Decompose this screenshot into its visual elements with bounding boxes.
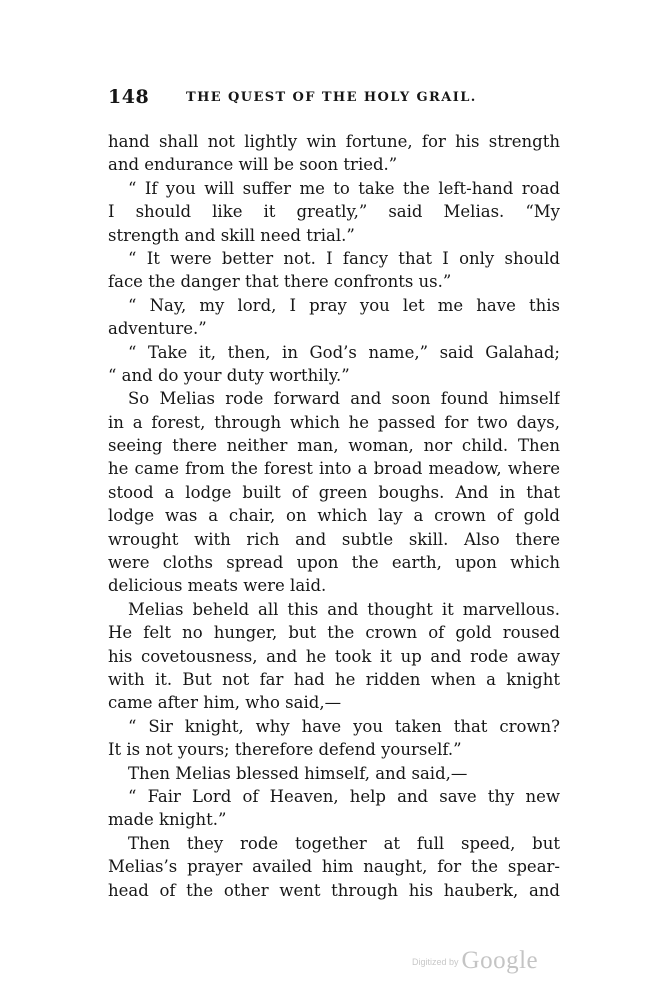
running-title: THE QUEST OF THE HOLY GRAIL.: [186, 90, 477, 105]
text-line: Melias beheld all this and thought it marvellous.: [128, 599, 560, 619]
text-line: Melias’s prayer availed him naught, for the spear-: [108, 857, 560, 877]
text-line: and endurance will be soon tried.”: [108, 155, 398, 175]
text-line: adventure.”: [108, 319, 207, 339]
text-line: stood a lodge built of green boughs. And in that: [108, 482, 560, 502]
text-line: hand shall not lightly win fortune, for his strength: [108, 132, 560, 151]
text-line: seeing there neither man, woman, nor child. Then: [108, 436, 560, 456]
text-line: So Melias rode forward and soon found himself: [128, 389, 560, 409]
text-line: “ If you will suffer me to take the left-hand road: [128, 178, 560, 198]
digitized-by-text: Digitized by: [412, 957, 459, 967]
text-line: his covetousness, and he took it up and rode away: [108, 646, 560, 666]
text-line: came after him, who said,—: [108, 693, 342, 713]
digitization-watermark: [412, 947, 538, 977]
text-line: with it. But not far had he ridden when a knight: [108, 669, 560, 689]
text-line: Then they rode together at full speed, but: [128, 833, 560, 853]
text-line: strength and skill need trial.”: [108, 225, 355, 245]
text-line: face the danger that there confronts us.”: [108, 272, 452, 292]
text-line: delicious meats were laid.: [108, 576, 327, 596]
text-line: he came from the forest into a broad meadow, where: [108, 459, 560, 479]
text-line: “ Take it, then, in God’s name,” said Galahad;: [128, 342, 560, 362]
body-text: [108, 130, 560, 902]
text-line: lodge was a chair, on which lay a crown of gold: [108, 506, 560, 526]
google-logo: Google: [461, 947, 539, 974]
text-line: “ and do your duty worthily.”: [108, 365, 350, 385]
text-line: Then Melias blessed himself, and said,—: [128, 763, 468, 783]
text-line: were cloths spread upon the earth, upon which: [108, 553, 560, 573]
text-line: wrought with rich and subtle skill. Also there: [108, 529, 560, 549]
text-line: made knight.”: [108, 810, 227, 830]
page-number: 148: [108, 86, 150, 108]
text-line: head of the other went through his hauberk, and: [108, 880, 560, 900]
text-line: It is not yours; therefore defend yourself.”: [108, 740, 462, 760]
text-line: He felt no hunger, but the crown of gold roused: [108, 623, 560, 643]
text-line: in a forest, through which he passed for two days,: [108, 412, 560, 432]
text-line: “ Sir knight, why have you taken that crown?: [128, 716, 560, 736]
text-line: “ It were better not. I fancy that I only should: [128, 248, 560, 268]
running-head: [108, 86, 558, 114]
text-line: “ Nay, my lord, I pray you let me have this: [128, 295, 560, 315]
text-line: “ Fair Lord of Heaven, help and save thy new: [128, 786, 560, 806]
text-line: I should like it greatly,” said Melias. “My: [108, 202, 560, 222]
